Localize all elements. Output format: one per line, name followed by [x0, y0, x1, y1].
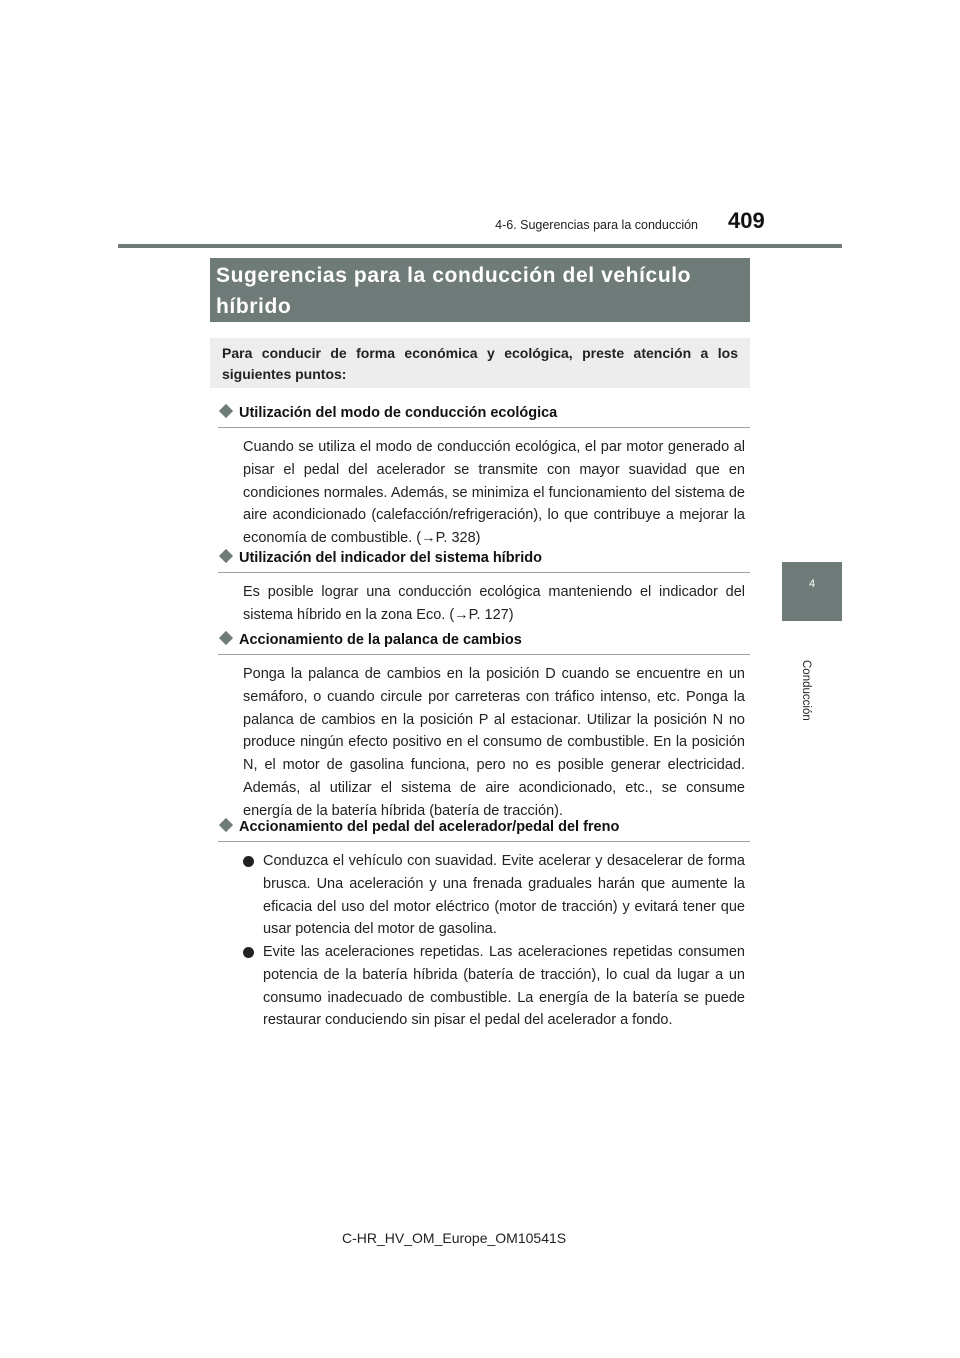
- intro-box: [210, 338, 750, 388]
- subsection-heading-text: Accionamiento de la palanca de cambios: [239, 632, 522, 648]
- paragraph-hybrid-indicator: Es posible lograr una conducción ecológica manteniendo el indicador del sistema híbrido en la zona Eco. (→P. 127): [243, 584, 745, 623]
- chapter-tab: [782, 562, 842, 621]
- diamond-icon: [219, 818, 233, 832]
- page-number: 409: [728, 208, 765, 233]
- diamond-icon: [219, 549, 233, 563]
- chapter-number: 4: [808, 578, 816, 590]
- diamond-icon: [219, 631, 233, 645]
- subsection-heading-text: Accionamiento del pedal del acelerador/pedal del freno: [239, 819, 620, 835]
- section-title-box: [210, 258, 750, 322]
- chapter-title: Conducción: [800, 660, 812, 721]
- section-title: Sugerencias para la conducción del vehículo híbrido: [216, 264, 692, 318]
- paragraph-eco-mode: Cuando se utiliza el modo de conducción ecológica, el par motor generado al pisar el pedal del acelerador se transmite con mayor suavidad que en condiciones normales. Además, se minimiza el funcionamiento del sistema de aire acondicionado (calefacción/refrigeración), lo que contribuye a mejorar la economía de combustible. (→P. 328): [243, 439, 745, 547]
- subsection-heading-eco-mode: [218, 405, 750, 428]
- diamond-icon: [219, 404, 233, 418]
- header-divider: [118, 244, 842, 248]
- bullet-text: Conduzca el vehículo con suavidad. Evite acelerar y desacelerar de forma brusca. Una aceleración y una frenada graduales harán que aumente la eficacia del uso del motor eléctrico (motor de tracción) y evitará tener que usar potencia del motor de gasolina.: [263, 853, 745, 938]
- footer-document-code: C-HR_HV_OM_Europe_OM10541S: [342, 1230, 567, 1246]
- paragraph-shift-lever: Ponga la palanca de cambios en la posición D cuando se encuentre en un semáforo, o cuando circule por carreteras con tráfico intenso, etc. Ponga la palanca de cambios en la posición P al estacionar. Utilizar la posición N no produce ningún efecto positivo en el consumo de combustible. En la posición N, el motor de gasolina funciona, pero no es posible generar electricidad. Además, al utilizar el sistema de aire acondicionado, etc., se consume energía de la batería híbrida (batería de tracción).: [243, 666, 745, 819]
- bullet-dot-icon: [243, 856, 254, 867]
- running-header-section: 4-6. Sugerencias para la conducción: [495, 218, 698, 232]
- subsection-heading-shift-lever: [218, 632, 750, 655]
- intro-text: Para conducir de forma económica y ecológica, preste atención a los siguientes puntos:: [222, 345, 738, 382]
- subsection-heading-text: Utilización del modo de conducción ecológica: [239, 405, 558, 421]
- bullet-text: Evite las aceleraciones repetidas. Las aceleraciones repetidas consumen potencia de la batería híbrida (batería de tracción), lo cual da lugar a un consumo inadecuado de combustible. La energía de la batería se puede restaurar conduciendo sin pisar el pedal del acelerador a fondo.: [263, 944, 745, 1029]
- bullet-item: [243, 941, 745, 1032]
- bullet-dot-icon: [243, 947, 254, 958]
- subsection-heading-hybrid-indicator: [218, 550, 750, 573]
- subsection-heading-text: Utilización del indicador del sistema híbrido: [239, 550, 542, 566]
- bullet-item: [243, 850, 745, 941]
- subsection-heading-pedals: [218, 819, 750, 842]
